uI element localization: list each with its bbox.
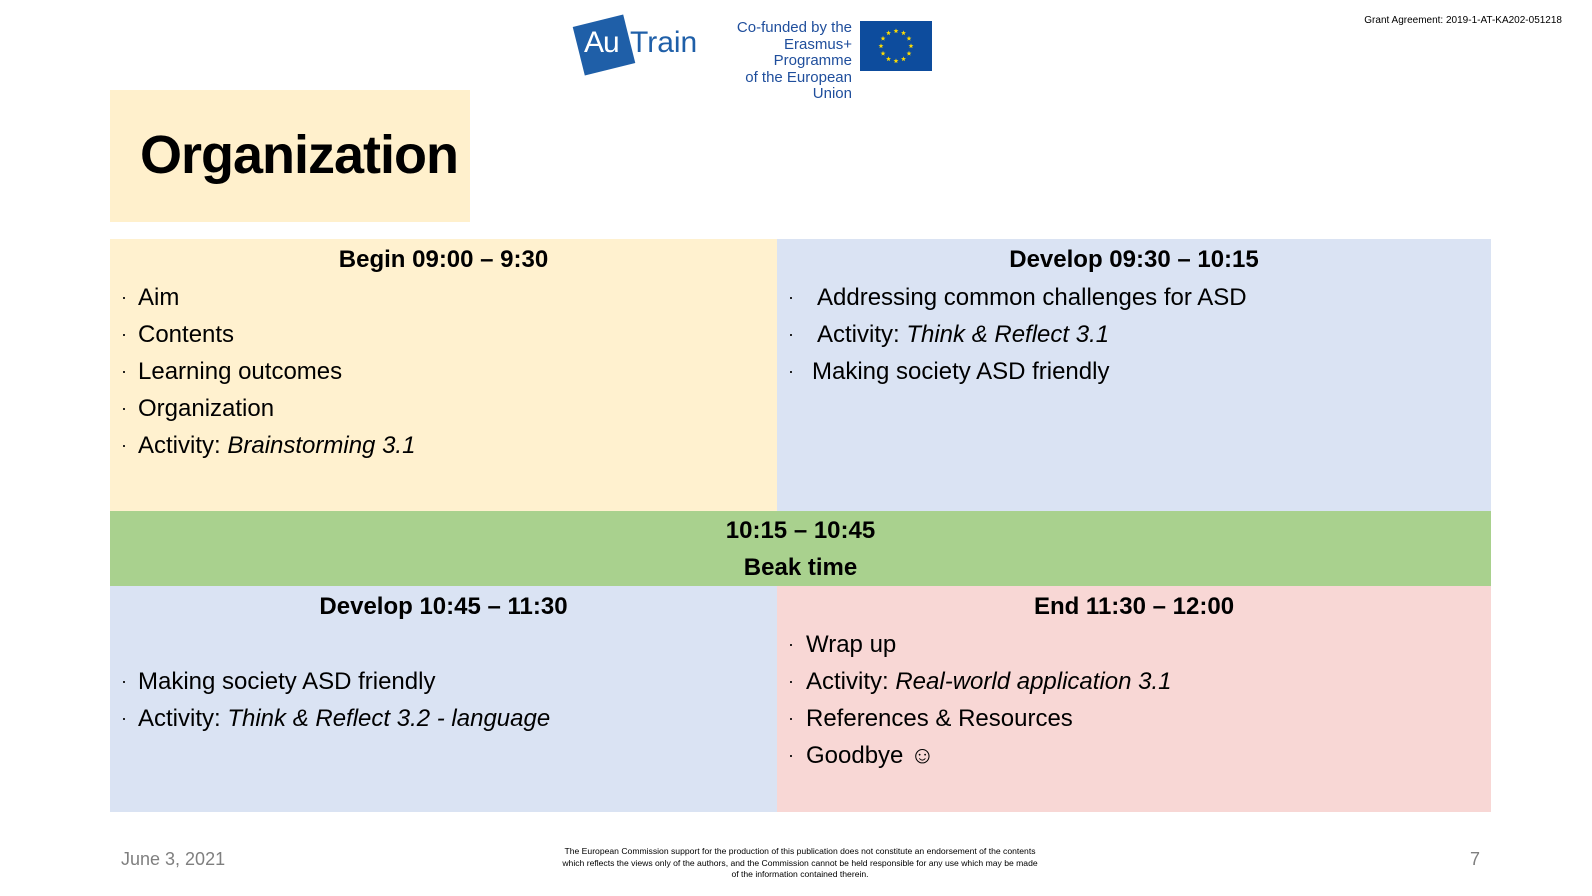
break-row bbox=[110, 511, 1491, 586]
disclaimer-line: which reflects the views only of the authors, and the Commission cannot be held responsible for any use which may be made bbox=[562, 857, 1038, 868]
list-item: · Addressing common challenges for ASD bbox=[777, 279, 1491, 316]
session-list bbox=[110, 279, 777, 464]
footer-date: June 3, 2021 bbox=[121, 849, 226, 869]
list-item: · Making society ASD friendly bbox=[110, 663, 777, 700]
list-item: · References & Resources bbox=[777, 700, 1491, 737]
page-title: Organization bbox=[140, 125, 459, 185]
session-list bbox=[777, 626, 1491, 774]
session-list bbox=[110, 663, 777, 737]
header-logos bbox=[578, 14, 938, 102]
autrain-logo-au: Au bbox=[584, 26, 619, 59]
list-item: · Activity: Think & Reflect 3.1 bbox=[777, 316, 1491, 353]
session-end bbox=[777, 586, 1491, 812]
break-label: Beak time bbox=[743, 554, 858, 581]
list-item: · Activity: Brainstorming 3.1 bbox=[110, 427, 777, 464]
list-item: · Aim bbox=[110, 279, 777, 316]
cofunded-line: Erasmus+ Programme bbox=[773, 35, 852, 69]
list-item: · Goodbye ☺ bbox=[777, 737, 1491, 774]
session-heading: Begin 09:00 – 9:30 bbox=[338, 246, 549, 273]
session-list bbox=[777, 279, 1491, 390]
list-item: · Activity: Real-world application 3.1 bbox=[777, 663, 1491, 700]
list-item: · Making society ASD friendly bbox=[777, 353, 1491, 390]
cofunded-line: of the European Union bbox=[745, 68, 852, 102]
list-item: · Organization bbox=[110, 390, 777, 427]
break-time: 10:15 – 10:45 bbox=[725, 517, 876, 544]
title-box bbox=[110, 90, 470, 222]
session-heading: Develop 10:45 – 11:30 bbox=[319, 593, 568, 620]
page-number: 7 bbox=[1469, 849, 1480, 869]
autrain-logo-train: Train bbox=[630, 26, 698, 59]
disclaimer-line: The European Commission support for the production of this publication does not constitute an endorsement of the contents bbox=[564, 846, 1036, 856]
list-item: · Wrap up bbox=[777, 626, 1491, 663]
session-begin bbox=[110, 239, 777, 511]
list-item: · Contents bbox=[110, 316, 777, 353]
eu-flag-icon bbox=[860, 21, 932, 71]
session-develop-1 bbox=[777, 239, 1491, 511]
cofunded-line: Co-funded by the bbox=[736, 19, 852, 36]
session-heading: End 11:30 – 12:00 bbox=[1033, 593, 1235, 620]
cofunded-text bbox=[702, 20, 852, 103]
session-heading: Develop 09:30 – 10:15 bbox=[1009, 246, 1259, 273]
disclaimer-line: of the information contained therein. bbox=[731, 869, 869, 879]
list-item: · Activity: Think & Reflect 3.2 - language bbox=[110, 700, 777, 737]
list-item: · Learning outcomes bbox=[110, 353, 777, 390]
footer-disclaimer bbox=[530, 846, 1070, 881]
session-develop-2 bbox=[110, 586, 777, 812]
grant-agreement: Grant Agreement: 2019-1-AT-KA202-051218 bbox=[1364, 15, 1562, 26]
